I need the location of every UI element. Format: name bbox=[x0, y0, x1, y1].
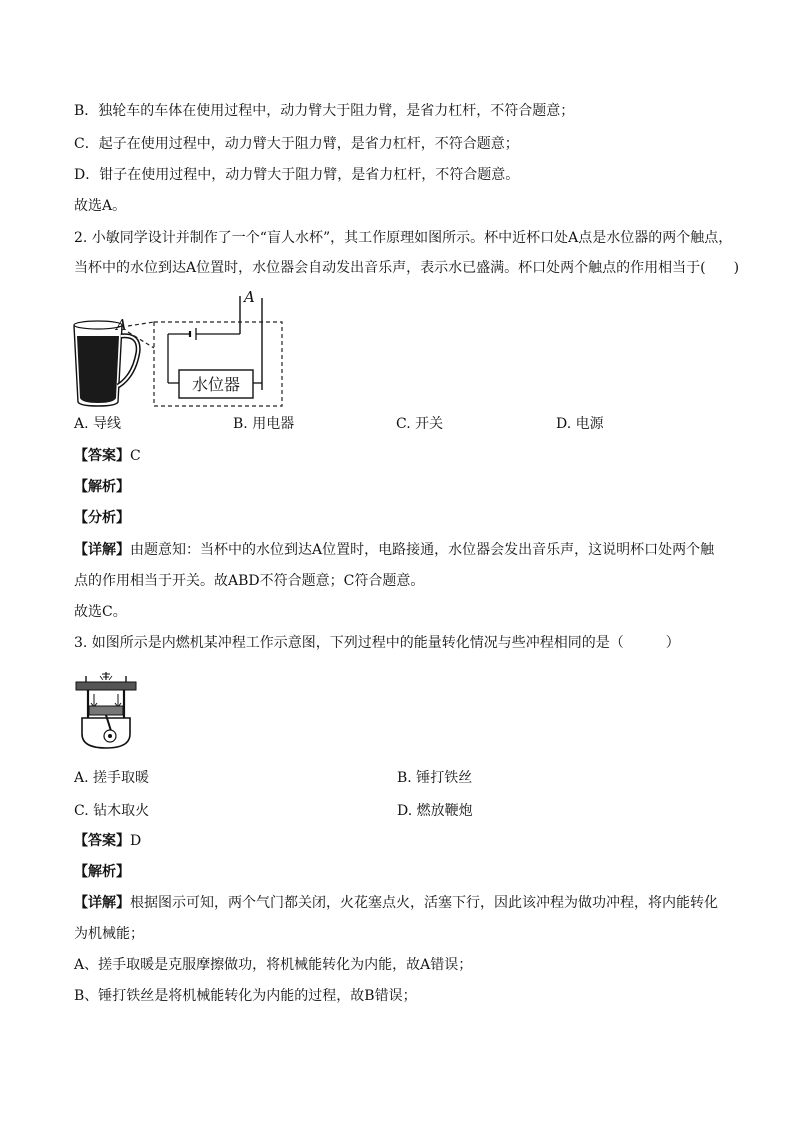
q3-stem: 3. 如图所示是内燃机某冲程工作示意图，下列过程中的能量转化情况与些冲程相同的是（ ） bbox=[74, 635, 680, 651]
q2-detail-line-1 bbox=[74, 540, 714, 560]
q3-option-d: D. 燃放鞭炮 bbox=[397, 803, 473, 819]
cup-circuit-figure bbox=[68, 286, 290, 408]
q3-answer-value: D bbox=[130, 833, 142, 849]
q2-option-d: D. 电源 bbox=[556, 416, 604, 432]
q3-detail-tag: 【详解】 bbox=[74, 895, 130, 911]
q2-answer-value: C bbox=[130, 448, 141, 464]
q3-answer-tag: 【答案】 bbox=[74, 833, 130, 849]
q3-answer bbox=[74, 831, 141, 851]
water-level-device-label: 水位器 bbox=[191, 375, 241, 394]
point-label-top: A bbox=[244, 288, 255, 306]
q2-fenxi-tag: 【分析】 bbox=[74, 510, 130, 526]
q3-option-b: B. 锤打铁丝 bbox=[397, 770, 473, 786]
q3-option-a: A. 搓手取暖 bbox=[74, 770, 150, 786]
q1-option-d-explanation: D．钳子在使用过程中，动力臂大于阻力臂，是省力杠杆，不符合题意。 bbox=[74, 167, 520, 183]
q2-detail-line-2: 点的作用相当于开关。故ABD不符合题意；C符合题意。 bbox=[74, 573, 425, 589]
q2-answer-tag: 【答案】 bbox=[74, 448, 130, 464]
q2-analysis-tag: 【解析】 bbox=[74, 479, 130, 495]
engine-stroke-figure bbox=[72, 670, 140, 750]
q1-option-c-explanation: C．起子在使用过程中，动力臂大于阻力臂，是省力杠杆，不符合题意； bbox=[74, 136, 519, 152]
q2-stem-line-2: 当杯中的水位到达A位置时，水位器会自动发出音乐声，表示水已盛满。杯口处两个触点的作用相当于( ) bbox=[74, 260, 740, 276]
q2-conclusion: 故选C。 bbox=[74, 604, 127, 620]
q3-option-a-explanation: A、搓手取暖是克服摩擦做功，将机械能转化为内能，故A错误； bbox=[74, 957, 473, 973]
q2-detail-tag: 【详解】 bbox=[74, 542, 130, 558]
q2-option-b: B. 用电器 bbox=[233, 416, 295, 432]
point-label-cup: A bbox=[116, 316, 127, 334]
q3-detail-text-1: 根据图示可知，两个气门都关闭，火花塞点火，活塞下行，因此该冲程为做功冲程，将内能转化 bbox=[130, 895, 718, 911]
q2-detail-text-1: 由题意知：当杯中的水位到达A位置时，电路接通，水位器会发出音乐声，这说明杯口处两个触 bbox=[130, 542, 715, 558]
q3-option-b-explanation: B、锤打铁丝是将机械能转化为内能的过程，故B错误； bbox=[74, 988, 417, 1004]
q2-answer bbox=[74, 446, 141, 466]
q3-analysis-tag: 【解析】 bbox=[74, 864, 130, 880]
q3-detail-line-2: 为机械能； bbox=[74, 926, 144, 942]
q3-detail-line-1 bbox=[74, 893, 718, 913]
q1-conclusion: 故选A。 bbox=[74, 198, 127, 214]
q3-option-c: C. 钻木取火 bbox=[74, 803, 150, 819]
q2-option-a: A. 导线 bbox=[74, 416, 122, 432]
cup-figure bbox=[74, 321, 138, 406]
q2-stem-line-1: 2. 小敏同学设计并制作了一个“盲人水杯”，其工作原理如图所示。杯中近杯口处A点是水位器的两个触点， bbox=[74, 230, 733, 246]
q1-option-b-explanation: B．独轮车的车体在使用过程中，动力臂大于阻力臂，是省力杠杆，不符合题意； bbox=[74, 103, 575, 119]
q2-option-c: C. 开关 bbox=[396, 416, 444, 432]
